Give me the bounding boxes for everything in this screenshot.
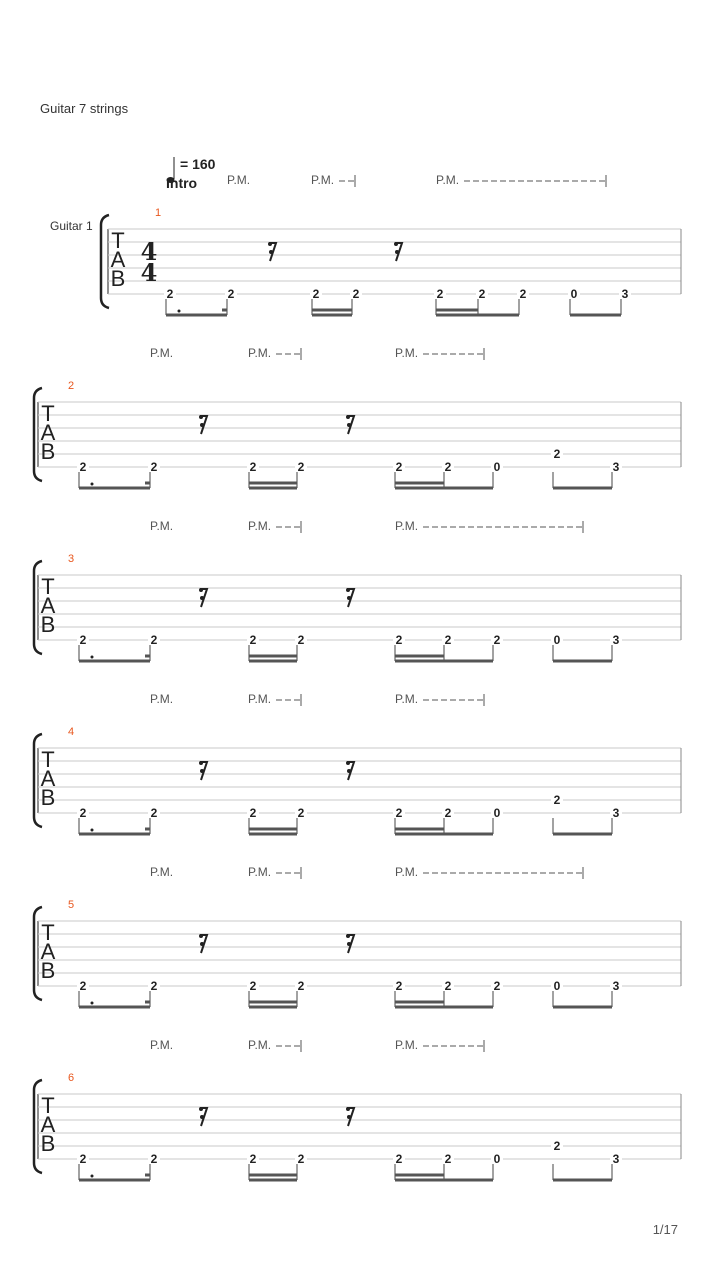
palm-mute-label: P.M. [150,865,174,879]
rest-dot [346,1107,350,1111]
time-signature-top: 4 [140,237,158,266]
fret-number: 2 [79,460,87,474]
fret-number: 2 [444,979,452,993]
fret-number: 3 [612,1152,620,1166]
fret-number: 0 [493,460,501,474]
fret-number: 2 [227,287,235,301]
tempo-marking: = 160 [180,156,216,172]
rest-dot [199,934,203,938]
palm-mute-label: P.M. [248,346,272,360]
rest-dot [269,250,273,254]
fret-number: 2 [444,1152,452,1166]
tab-clef-letter: A [40,593,56,618]
document-title: Guitar 7 strings [40,101,129,116]
tab-clef-letter: A [40,766,56,791]
fret-number: 2 [444,460,452,474]
fret-number: 2 [297,806,305,820]
palm-mute-label: P.M. [150,346,174,360]
section-marker: Intro [166,175,198,191]
fret-number: 2 [395,979,403,993]
fret-number: 2 [249,806,257,820]
time-signature-bottom: 4 [140,258,158,287]
fret-number: 2 [150,633,158,647]
palm-mute-label: P.M. [395,346,419,360]
tab-clef-letter: B [40,1131,56,1156]
fret-number: 0 [553,979,561,993]
fret-number: 2 [249,1152,257,1166]
palm-mute-label: P.M. [395,1038,419,1052]
fret-number: 2 [553,1139,561,1153]
rest-dot [200,942,204,946]
rest-dot [199,761,203,765]
page-indicator: 1/17 [652,1222,678,1237]
tab-clef-letter: T [41,574,55,599]
fret-number: 3 [612,806,620,820]
palm-mute-label: P.M. [395,865,419,879]
fret-number: 2 [553,447,561,461]
tab-clef-letter: A [110,247,126,272]
rest-dot [200,769,204,773]
fret-number: 2 [436,287,444,301]
rest-dot [200,423,204,427]
tab-clef-letter: B [40,958,56,983]
palm-mute-label: P.M. [150,692,174,706]
fret-number: 0 [553,633,561,647]
dotted-note [91,1002,94,1005]
palm-mute-label: P.M. [248,865,272,879]
fret-number: 2 [79,633,87,647]
palm-mute-label: P.M. [248,1038,272,1052]
fret-number: 2 [444,806,452,820]
fret-number: 2 [150,806,158,820]
fret-number: 3 [612,979,620,993]
rest-dot [199,588,203,592]
fret-number: 2 [553,793,561,807]
fret-number: 2 [249,633,257,647]
palm-mute-label: P.M. [395,519,419,533]
fret-number: 0 [570,287,578,301]
tab-clef-letter: T [41,920,55,945]
rest-dot [200,1115,204,1119]
fret-number: 2 [493,979,501,993]
palm-mute-label: P.M. [150,519,174,533]
fret-number: 2 [79,806,87,820]
rest-dot [347,942,351,946]
rest-dot [347,423,351,427]
dotted-note [91,656,94,659]
measure-number: 6 [68,1072,75,1084]
tab-clef-letter: B [40,785,56,810]
fret-number: 2 [352,287,360,301]
rest-dot [346,415,350,419]
fret-number: 2 [150,979,158,993]
fret-number: 2 [312,287,320,301]
rest-dot [347,596,351,600]
fret-number: 2 [395,460,403,474]
tab-clef-letter: B [110,266,126,291]
rest-dot [395,250,399,254]
dotted-note [178,310,181,313]
fret-number: 2 [519,287,527,301]
palm-mute-label: P.M. [248,692,272,706]
measure-number: 3 [68,553,75,565]
fret-number: 3 [612,633,620,647]
rest-dot [347,1115,351,1119]
rest-dot [347,769,351,773]
tab-clef-letter: T [41,747,55,772]
fret-number: 2 [444,633,452,647]
rest-dot [200,596,204,600]
tab-clef-letter: B [40,612,56,637]
rest-dot [346,588,350,592]
fret-number: 2 [493,633,501,647]
tab-clef-letter: T [41,401,55,426]
fret-number: 3 [621,287,629,301]
fret-number: 0 [493,806,501,820]
tab-clef-letter: A [40,939,56,964]
measure-number: 1 [155,207,162,219]
fret-number: 2 [395,1152,403,1166]
fret-number: 3 [612,460,620,474]
tab-clef-letter: A [40,420,56,445]
rest-dot [394,242,398,246]
fret-number: 2 [249,460,257,474]
fret-number: 2 [297,460,305,474]
rest-dot [346,761,350,765]
fret-number: 2 [395,633,403,647]
track-name: Guitar 1 [50,219,93,233]
palm-mute-label: P.M. [311,173,335,187]
fret-number: 2 [249,979,257,993]
rest-dot [199,415,203,419]
fret-number: 2 [150,460,158,474]
measure-number: 5 [68,899,75,911]
measure-number: 4 [68,726,75,738]
measure-number: 2 [68,380,75,392]
fret-number: 2 [297,1152,305,1166]
fret-number: 2 [150,1152,158,1166]
dotted-note [91,483,94,486]
fret-number: 2 [478,287,486,301]
fret-number: 2 [395,806,403,820]
fret-number: 0 [493,1152,501,1166]
tab-clef-letter: T [111,228,125,253]
fret-number: 2 [297,979,305,993]
tab-clef-letter: B [40,439,56,464]
palm-mute-label: P.M. [436,173,460,187]
palm-mute-label: P.M. [150,1038,174,1052]
palm-mute-label: P.M. [227,173,251,187]
tab-clef-letter: T [41,1093,55,1118]
tab-clef-letter: A [40,1112,56,1137]
rest-dot [268,242,272,246]
fret-number: 2 [297,633,305,647]
fret-number: 2 [79,1152,87,1166]
fret-number: 2 [166,287,174,301]
palm-mute-label: P.M. [248,519,272,533]
dotted-note [91,829,94,832]
rest-dot [346,934,350,938]
palm-mute-label: P.M. [395,692,419,706]
dotted-note [91,1175,94,1178]
rest-dot [199,1107,203,1111]
fret-number: 2 [79,979,87,993]
